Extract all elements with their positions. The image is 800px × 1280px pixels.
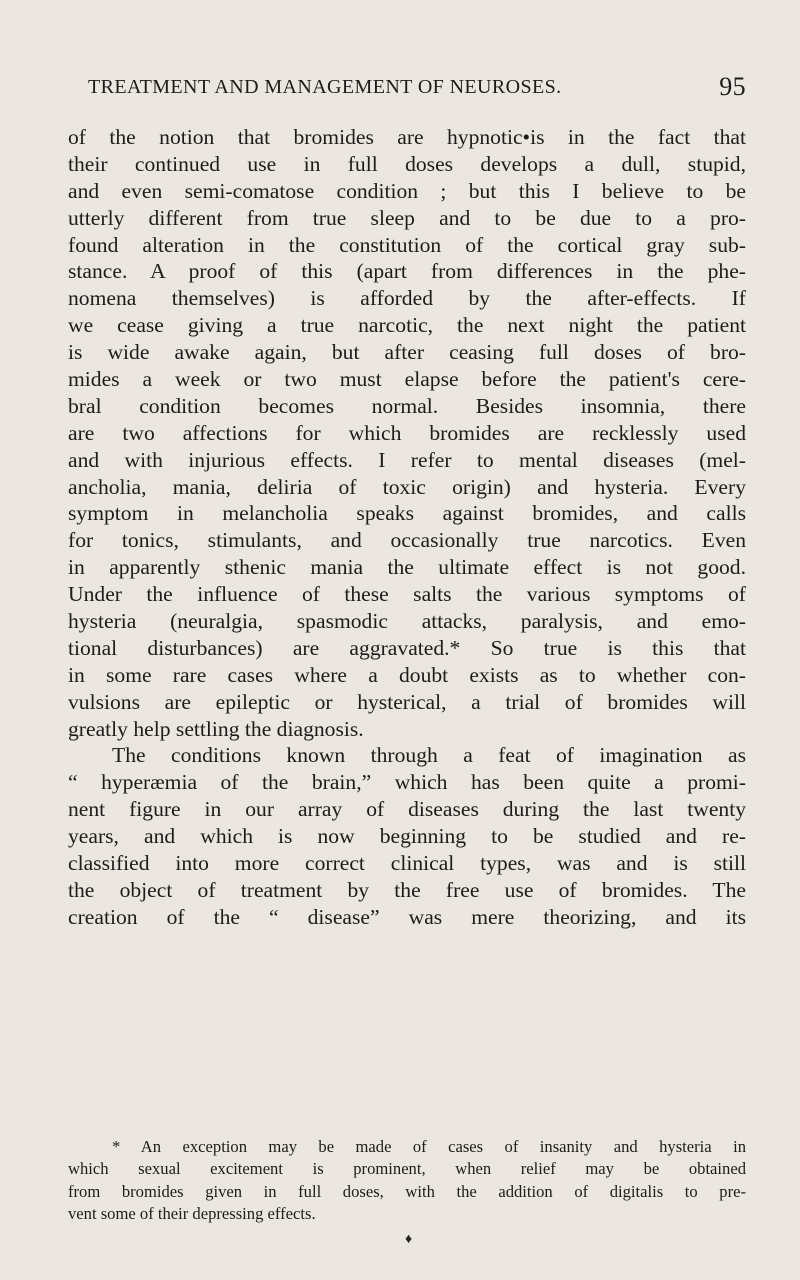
body-line: we cease giving a true narcotic, the next night the patient (68, 313, 746, 338)
printer-ornament: ♦ (405, 1232, 413, 1247)
footnote-line: vent some of their depressing effects. (68, 1204, 316, 1224)
body-line: stance. A proof of this (apart from differences in the phe- (68, 259, 746, 284)
body-line: is wide awake again, but after ceasing full doses of bro- (68, 340, 746, 365)
body-line: utterly different from true sleep and to be due to a pro- (68, 205, 746, 230)
body-line: the object of treatment by the free use of bromides. The (68, 877, 746, 902)
body-line: nent figure in our array of diseases during the last twenty (68, 797, 746, 822)
body-line: Under the influence of these salts the various symptoms of (68, 582, 746, 607)
body-line: for tonics, stimulants, and occasionally true narcotics. Even (68, 528, 746, 553)
body-line: years, and which is now beginning to be studied and re- (68, 824, 746, 849)
footnote-line: which sexual excitement is prominent, when relief may be obtained (68, 1159, 746, 1179)
body-line: The conditions known through a feat of imagination as (112, 743, 746, 768)
body-line: vulsions are epileptic or hysterical, a trial of bromides will (68, 689, 746, 714)
body-line: mides a week or two must elapse before the patient's cere- (68, 367, 746, 392)
body-line: classified into more correct clinical types, was and is still (68, 851, 746, 876)
body-line: of the notion that bromides are hypnotic•is in the fact that (68, 125, 746, 149)
body-text (68, 124, 746, 931)
running-head-title: TREATMENT AND MANAGEMENT OF NEUROSES. (88, 76, 562, 98)
body-line: creation of the “ disease” was mere theorizing, and its (68, 904, 746, 929)
body-line: and even semi-comatose condition ; but this I believe to be (68, 178, 746, 203)
page-number: 95 (719, 72, 746, 101)
body-line: ancholia, mania, deliria of toxic origin) and hysteria. Every (68, 474, 746, 499)
footnote-line: from bromides given in full doses, with the addition of digitalis to pre- (68, 1181, 746, 1201)
body-line: in some rare cases where a doubt exists as to whether con- (68, 662, 746, 687)
body-line: and with injurious effects. I refer to mental diseases (mel- (68, 447, 746, 472)
body-line: hysteria (neuralgia, spasmodic attacks, paralysis, and emo- (68, 609, 746, 634)
body-line: their continued use in full doses develops a dull, stupid, (68, 151, 746, 176)
running-head (88, 72, 746, 106)
body-line: tional disturbances) are aggravated.* So true is this that (68, 635, 746, 660)
body-line: “ hyperæmia of the brain,” which has been quite a promi- (68, 770, 746, 795)
body-line: are two affections for which bromides are recklessly used (68, 420, 746, 445)
body-line: in apparently sthenic mania the ultimate effect is not good. (68, 555, 746, 580)
footnote-line: * An exception may be made of cases of insanity and hysteria in (112, 1137, 746, 1156)
body-line: symptom in melancholia speaks against bromides, and calls (68, 501, 746, 526)
body-line: bral condition becomes normal. Besides insomnia, there (68, 393, 746, 418)
body-line: greatly help settling the diagnosis. (68, 716, 364, 741)
body-line: nomena themselves) is afforded by the after-effects. If (68, 286, 746, 311)
footnote (68, 1136, 746, 1226)
body-line: found alteration in the constitution of the cortical gray sub- (68, 232, 746, 257)
